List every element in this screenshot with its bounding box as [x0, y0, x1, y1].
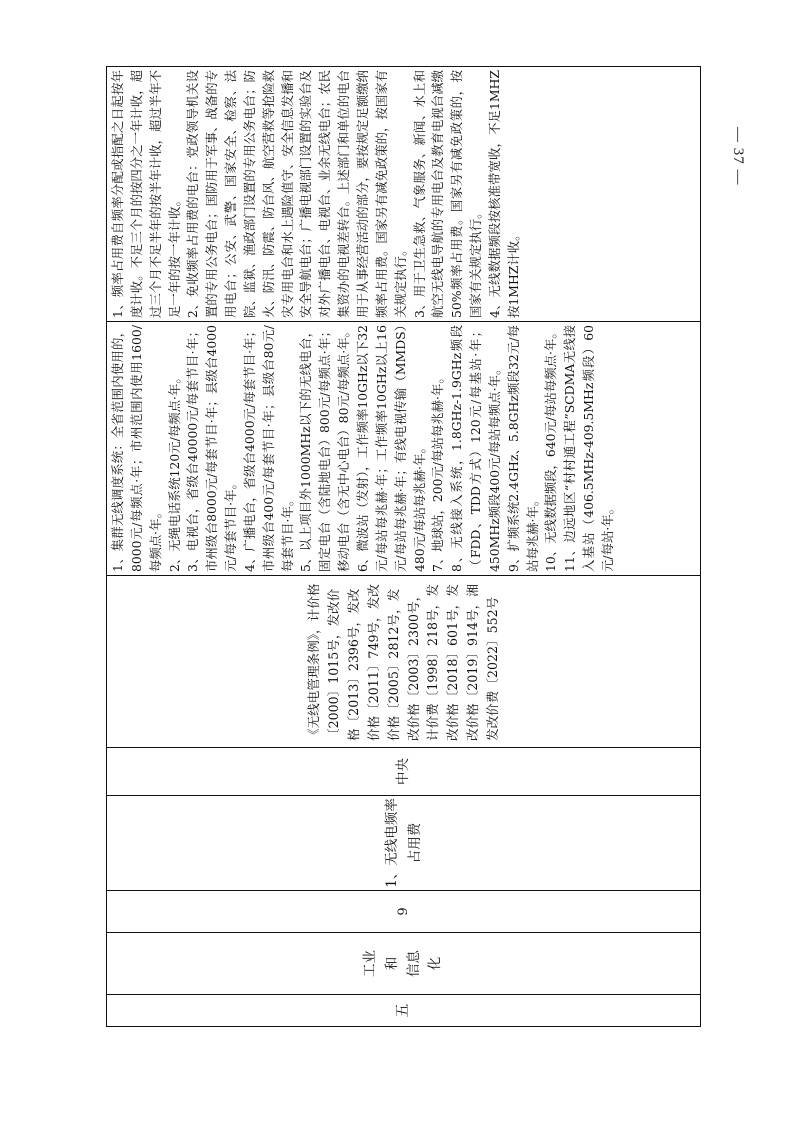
sequence-number: 9	[107, 891, 701, 933]
standard-item: 10、无线数据频段，640元/每站每频点·年。	[543, 326, 559, 572]
category-name-line: 工业	[362, 950, 379, 977]
standard-item: 9、扩频系统2.4GHz、5.8GHz频段32元/每站每兆赫·年。	[505, 325, 540, 572]
policy-item: 3、用于卫生急救、气象服务、新闻、水上和航空无线电导航的专用电台及教育电视台减缴50%频率占用费。国家另有减免政策的，按国家有关规定执行。	[411, 70, 484, 318]
policy-item: 1、频率占用费自频率分配或指配之日起按年度计收。不足三个月的按四分之一年计收，超过三个月不足半年的按半年计收，超过半年不足一年的按一年计收。	[110, 70, 182, 318]
standard-item: 4、广播电台，省级台4000元/每套节目·年；市州级台400元/每套节目·年；县级台80元/每套节目·年。	[241, 325, 295, 572]
category-name-line: 信息	[405, 950, 422, 977]
standard-item: 11、边远地区“村村通工程”SCDMA无线接入基站（406.5MHz-409.5MHz频段）60元/每站·年。	[562, 325, 615, 572]
standard-item: 8、无线接入系统，1.8GHz-1.9GHz频段（FDD、TDD方式）120元/每基站·年；450MHz频段400元/每站每频点·年。	[449, 325, 502, 572]
legal-basis: 《无线电管理条例》，计价格〔2000〕1015号，发改价格〔2013〕2396号，发改价格〔2011〕749号，发改价格〔2005〕2812号，发改价格〔2003〕2300号，计价费〔1998〕218号，发改价格〔2018〕601号，发改价格〔2019〕914号，湘发改价费〔2022〕552号	[107, 576, 701, 748]
rotated-fee-table	[106, 67, 701, 1027]
fee-standards	[107, 322, 701, 576]
standard-item: 3、电视台，省级台40000元/每套节目·年；市州级台8000元/每套节目·年；县级台4000元/每套节目·年。	[185, 325, 239, 572]
standard-item: 7、地球站，200元/每站每兆赫·年。	[430, 371, 446, 572]
management-level: 中央	[107, 748, 701, 796]
policy-notes	[107, 67, 701, 322]
standard-item: 5、以上项目外1000MHz以下的无线电台，固定电台（含陆地电台）800元/每频点·年；移动电台（含无中心电台）80元/每频点·年。	[298, 325, 352, 572]
category-name	[107, 933, 701, 995]
policy-item: 2、免收频率占用费的电台：党政领导机关设置的专用公务电台；国防用于军事、战备的专用电台；公安、武警、国家安全、检察、法院、监狱、渔政部门设置的专用公务电台；防火、防汛、防震、防台风、航空营救等抢险救灾专用电台和水上遇险值守、安全信息发播和安全导航电台；广播电视部门设置的实验台及对外广播电台、电视台、业余无线电台；农民集资办的电视差转台。上述部门和单位的电台用于从事经营活动的部分，要按规定足额缴纳频率占用费。国家另有减免政策的，按国家有关规定执行。	[185, 70, 408, 318]
policy-item: 4、无线数据频段按核准带宽收，不足1MHZ按1MHZ计收。	[486, 70, 521, 318]
page-number: — 37 —	[730, 126, 746, 186]
table-row	[107, 67, 701, 1027]
fee-table	[106, 66, 701, 1027]
standard-item: 2、无绳电话系统120元/每频点·年。	[166, 371, 182, 572]
standard-item: 6、微波站（发射），工作频率10GHz以下32元/每站每兆赫·年；工作频率10GHz以上16元/每站每兆赫·年；有线电视传输（MMDS）480元/每站每兆赫·年。	[354, 325, 427, 572]
category-name-line: 和	[383, 956, 400, 971]
category-name-line: 化	[427, 956, 444, 971]
fee-item-name: 1、无线电频率占用费	[107, 796, 701, 891]
category-number: 五	[107, 995, 701, 1027]
standard-item: 1、集群无线调度系统：全省范围内使用的，8000元/每频点·年；市州范围内使用1600/每频点·年。	[110, 325, 163, 572]
